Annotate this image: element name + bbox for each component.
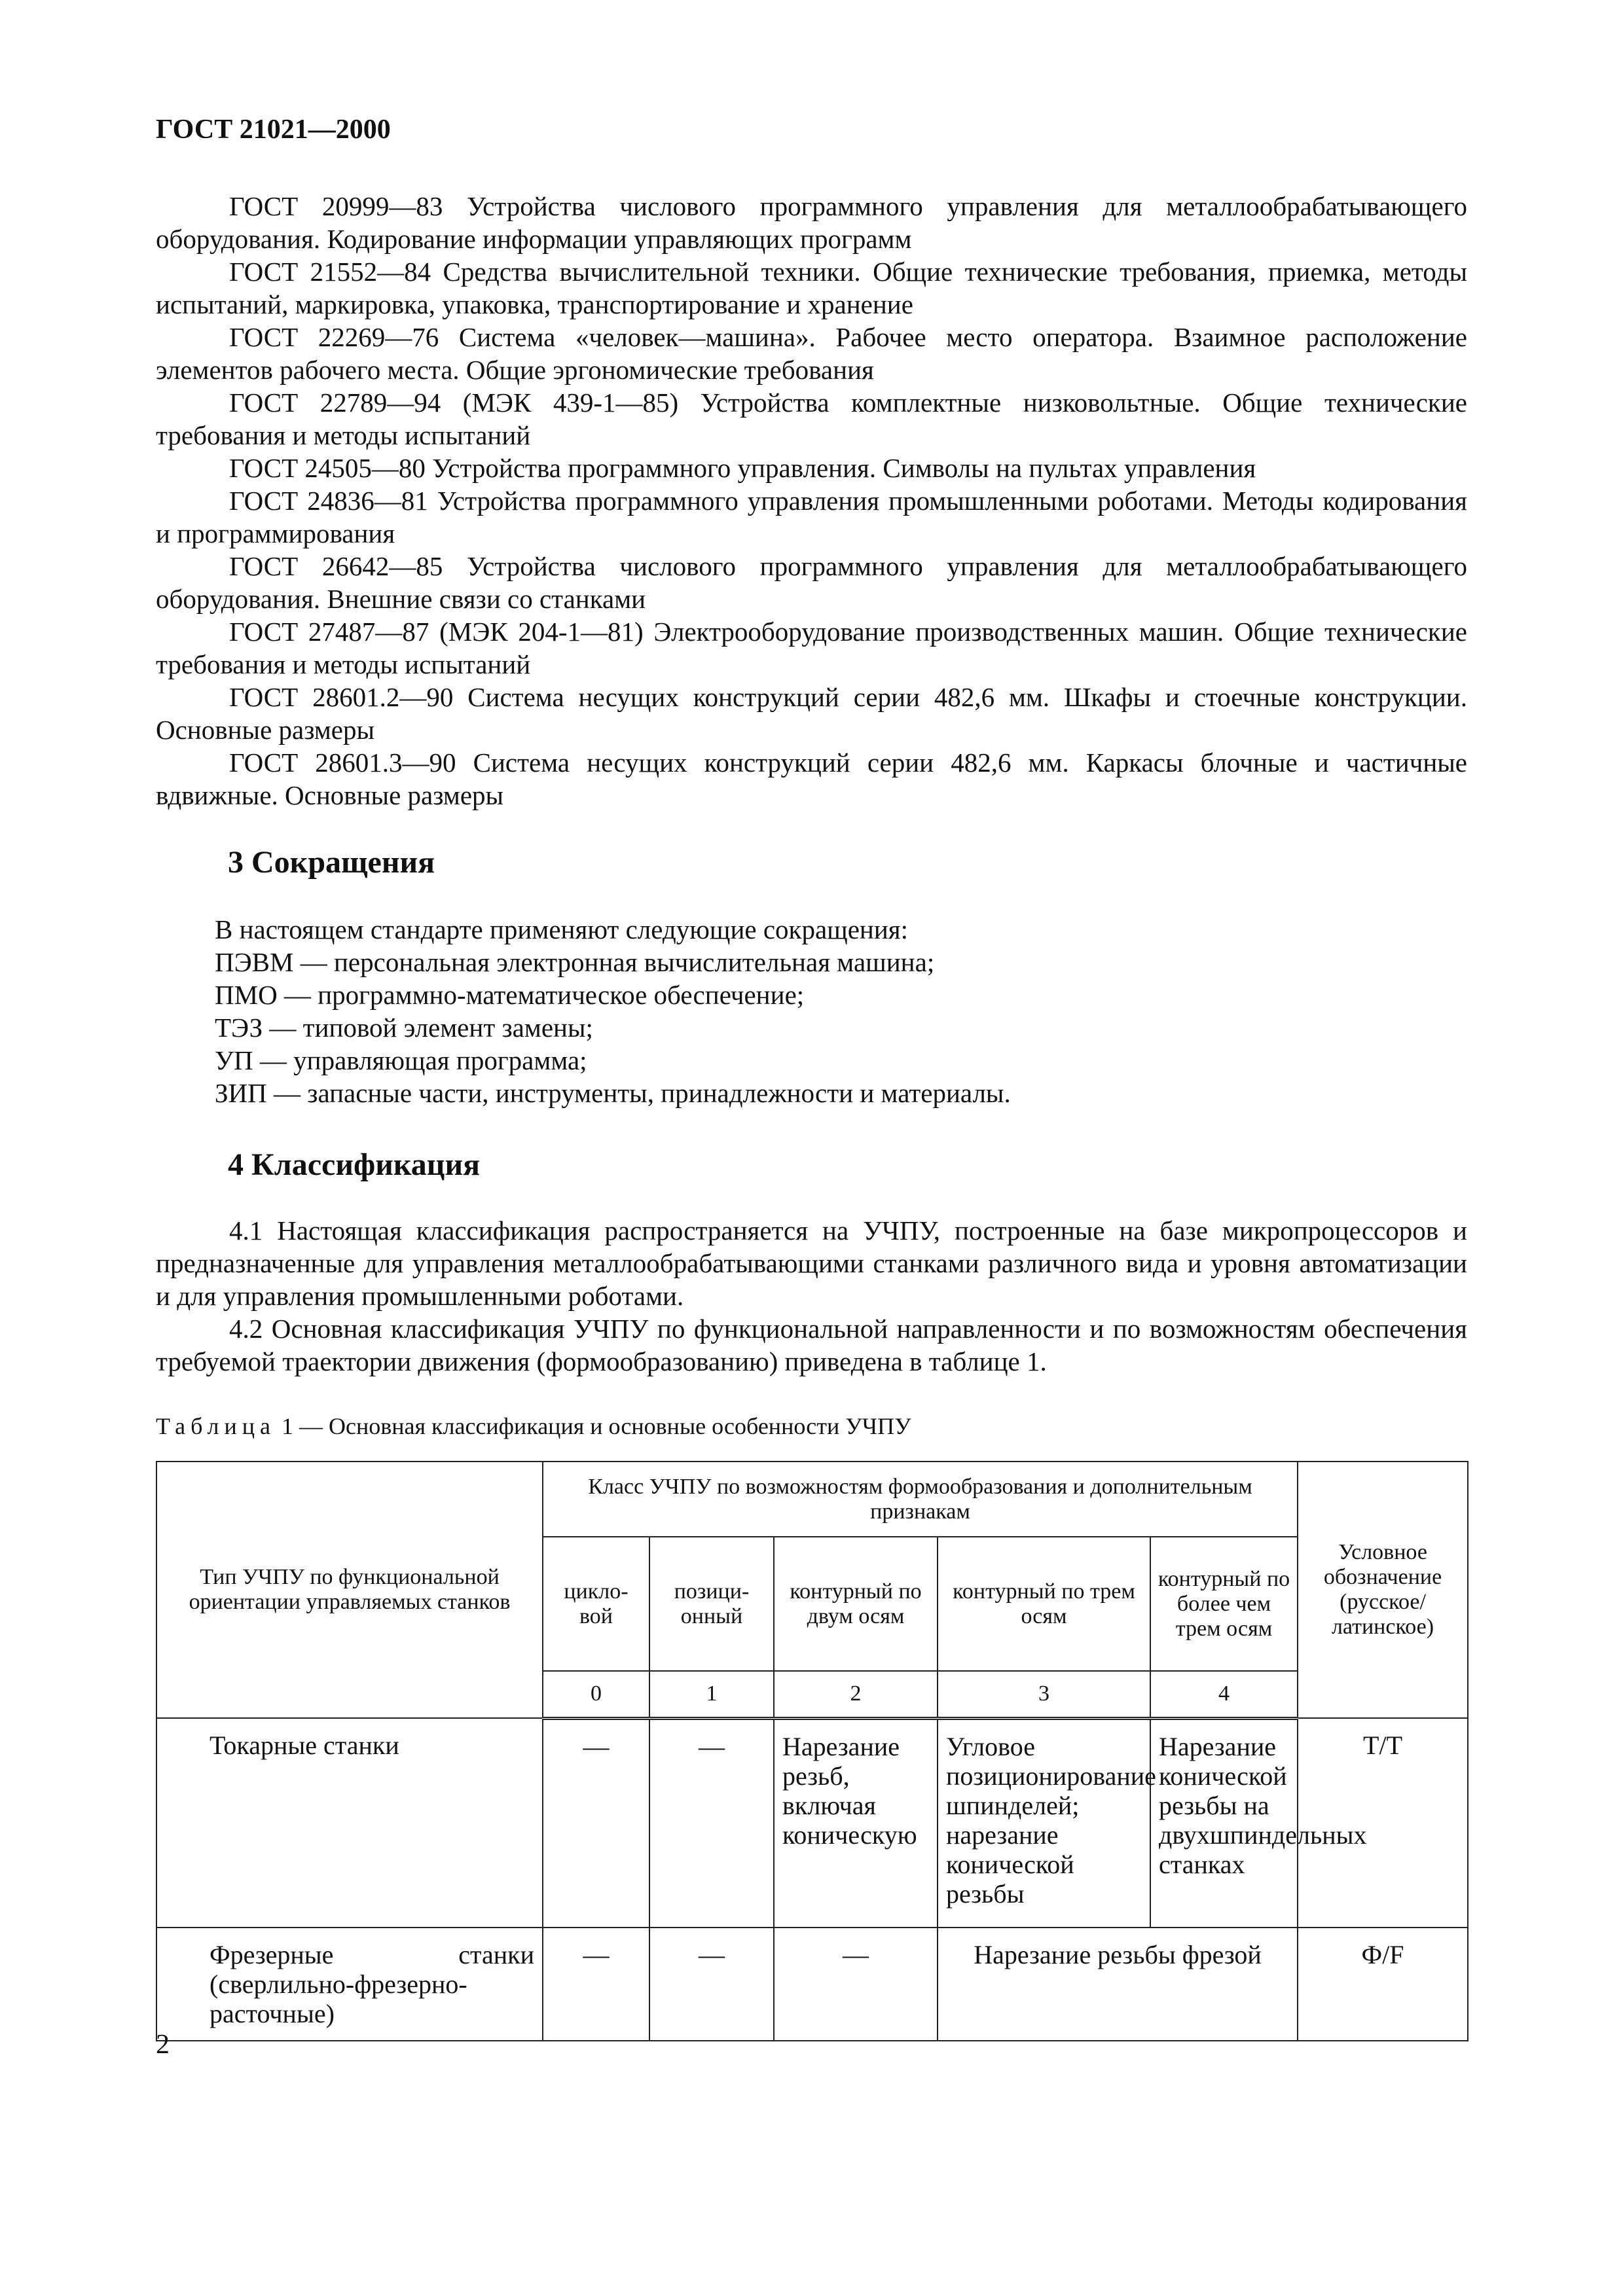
reference-item: ГОСТ 24505—80 Устройства программного управления. Символы на пультах управления xyxy=(229,453,1256,483)
header-type: Тип УЧПУ по функциональной ориентации управляемых станков xyxy=(156,1462,543,1718)
paragraph-4-1: 4.1 Настоящая классификация распространяется на УЧПУ, построенные на базе микропроцессоров и предназначенные для управления металлообрабатывающими станками различного вида и уровня автоматизации и для управления промышленными роботами. xyxy=(156,1215,1467,1311)
class-number-3: 3 xyxy=(938,1671,1150,1718)
abbreviation-item: ПМО — программно-математическое обеспечение; xyxy=(215,980,805,1010)
row-type: Фрезерные станки (сверлильно-фрезерно-расточные) xyxy=(156,1928,543,2041)
row-class-1: — xyxy=(649,1718,774,1928)
row-class-3: Угловое позиционирование шпинделей; нарезание конической резьбы xyxy=(938,1718,1150,1928)
reference-item: ГОСТ 27487—87 (МЭК 204-1—81) Электрооборудование производственных машин. Общие технические требования и методы испытаний xyxy=(156,617,1467,679)
row-type: Токарные станки xyxy=(156,1718,543,1928)
reference-list xyxy=(156,190,1467,812)
table-caption-text: 1 — Основная классификация и основные особенности УЧПУ xyxy=(275,1413,911,1439)
row-designation: Ф/F xyxy=(1298,1928,1468,2041)
class-number-1: 1 xyxy=(649,1671,774,1718)
reference-item: ГОСТ 22269—76 Система «человек—машина». Рабочее место оператора. Взаимное расположение элементов рабочего места. Общие эргономические требования xyxy=(156,322,1467,385)
reference-item: ГОСТ 28601.2—90 Система несущих конструкций серии 482,6 мм. Шкафы и стоечные конструкции. Основные размеры xyxy=(156,682,1467,745)
header-class-4: контурный по более чем трем осям xyxy=(1150,1537,1298,1671)
abbreviation-list xyxy=(215,913,1011,1109)
table-row xyxy=(156,1928,1468,2041)
reference-item: ГОСТ 24836—81 Устройства программного управления промышленными роботами. Методы кодирования и программирования xyxy=(156,486,1467,548)
row-class-0: — xyxy=(543,1718,649,1928)
paragraph-4-2: 4.2 Основная классификация УЧПУ по функциональной направленности и по возможностям обеспечения требуемой траектории движения (формообразованию) приведена в таблице 1. xyxy=(156,1314,1467,1376)
abbreviation-item: ПЭВМ — персональная электронная вычислительная машина; xyxy=(215,947,935,977)
header-class-2: контурный по двум осям xyxy=(774,1537,938,1671)
page-number: 2 xyxy=(156,2030,170,2060)
class-number-4: 4 xyxy=(1150,1671,1298,1718)
header-designation: Условное обозначение (русское/ латинское) xyxy=(1298,1462,1468,1718)
header-class-group: Класс УЧПУ по возможностям формообразования и дополнительным признакам xyxy=(543,1462,1298,1537)
section-4-title: 4 Классификация xyxy=(228,1147,481,1182)
document-header: ГОСТ 21021—2000 xyxy=(156,115,391,145)
classification-table xyxy=(156,1461,1468,2041)
abbreviation-item: В настоящем стандарте применяют следующие сокращения: xyxy=(215,914,909,944)
table-caption xyxy=(156,1412,911,1440)
row-class-2: Нарезание резьб, включая коническую xyxy=(774,1718,938,1928)
table-row xyxy=(156,1718,1468,1928)
abbreviation-item: ЗИП — запасные части, инструменты, принадлежности и материалы. xyxy=(215,1078,1011,1108)
reference-item: ГОСТ 21552—84 Средства вычислительной техники. Общие технические требования, приемка, методы испытаний, маркировка, упаковка, транспортирование и хранение xyxy=(156,257,1467,319)
reference-item: ГОСТ 28601.3—90 Система несущих конструкций серии 482,6 мм. Каркасы блочные и частичные вдвижные. Основные размеры xyxy=(156,747,1467,810)
row-class-3-4: Нарезание резьбы фрезой xyxy=(938,1928,1298,2041)
class-number-0: 0 xyxy=(543,1671,649,1718)
header-class-3: контурный по трем осям xyxy=(938,1537,1150,1671)
row-class-1: — xyxy=(649,1928,774,2041)
abbreviation-item: УП — управляющая программа; xyxy=(215,1045,587,1075)
row-class-0: — xyxy=(543,1928,649,2041)
section-3-title: 3 Сокращения xyxy=(228,845,435,880)
reference-item: ГОСТ 22789—94 (МЭК 439-1—85) Устройства комплектные низковольтные. Общие технические требования и методы испытаний xyxy=(156,387,1467,450)
reference-item: ГОСТ 26642—85 Устройства числового программного управления для металлообрабатывающего оборудования. Внешние связи со станками xyxy=(156,551,1467,614)
header-class-1: позици- онный xyxy=(649,1537,774,1671)
reference-item: ГОСТ 20999—83 Устройства числового программного управления для металлообрабатывающего оборудования. Кодирование информации управляющих программ xyxy=(156,191,1467,254)
header-class-0: цикло- вой xyxy=(543,1537,649,1671)
table-caption-prefix: Таблица xyxy=(156,1413,276,1439)
abbreviation-item: ТЭЗ — типовой элемент замены; xyxy=(215,1013,593,1043)
row-class-4: Нарезание конической резьбы на двухшпиндельных станках xyxy=(1150,1718,1298,1928)
class-number-2: 2 xyxy=(774,1671,938,1718)
row-class-2: — xyxy=(774,1928,938,2041)
classification-paragraphs xyxy=(156,1214,1467,1378)
row-designation: Т/T xyxy=(1298,1718,1468,1928)
